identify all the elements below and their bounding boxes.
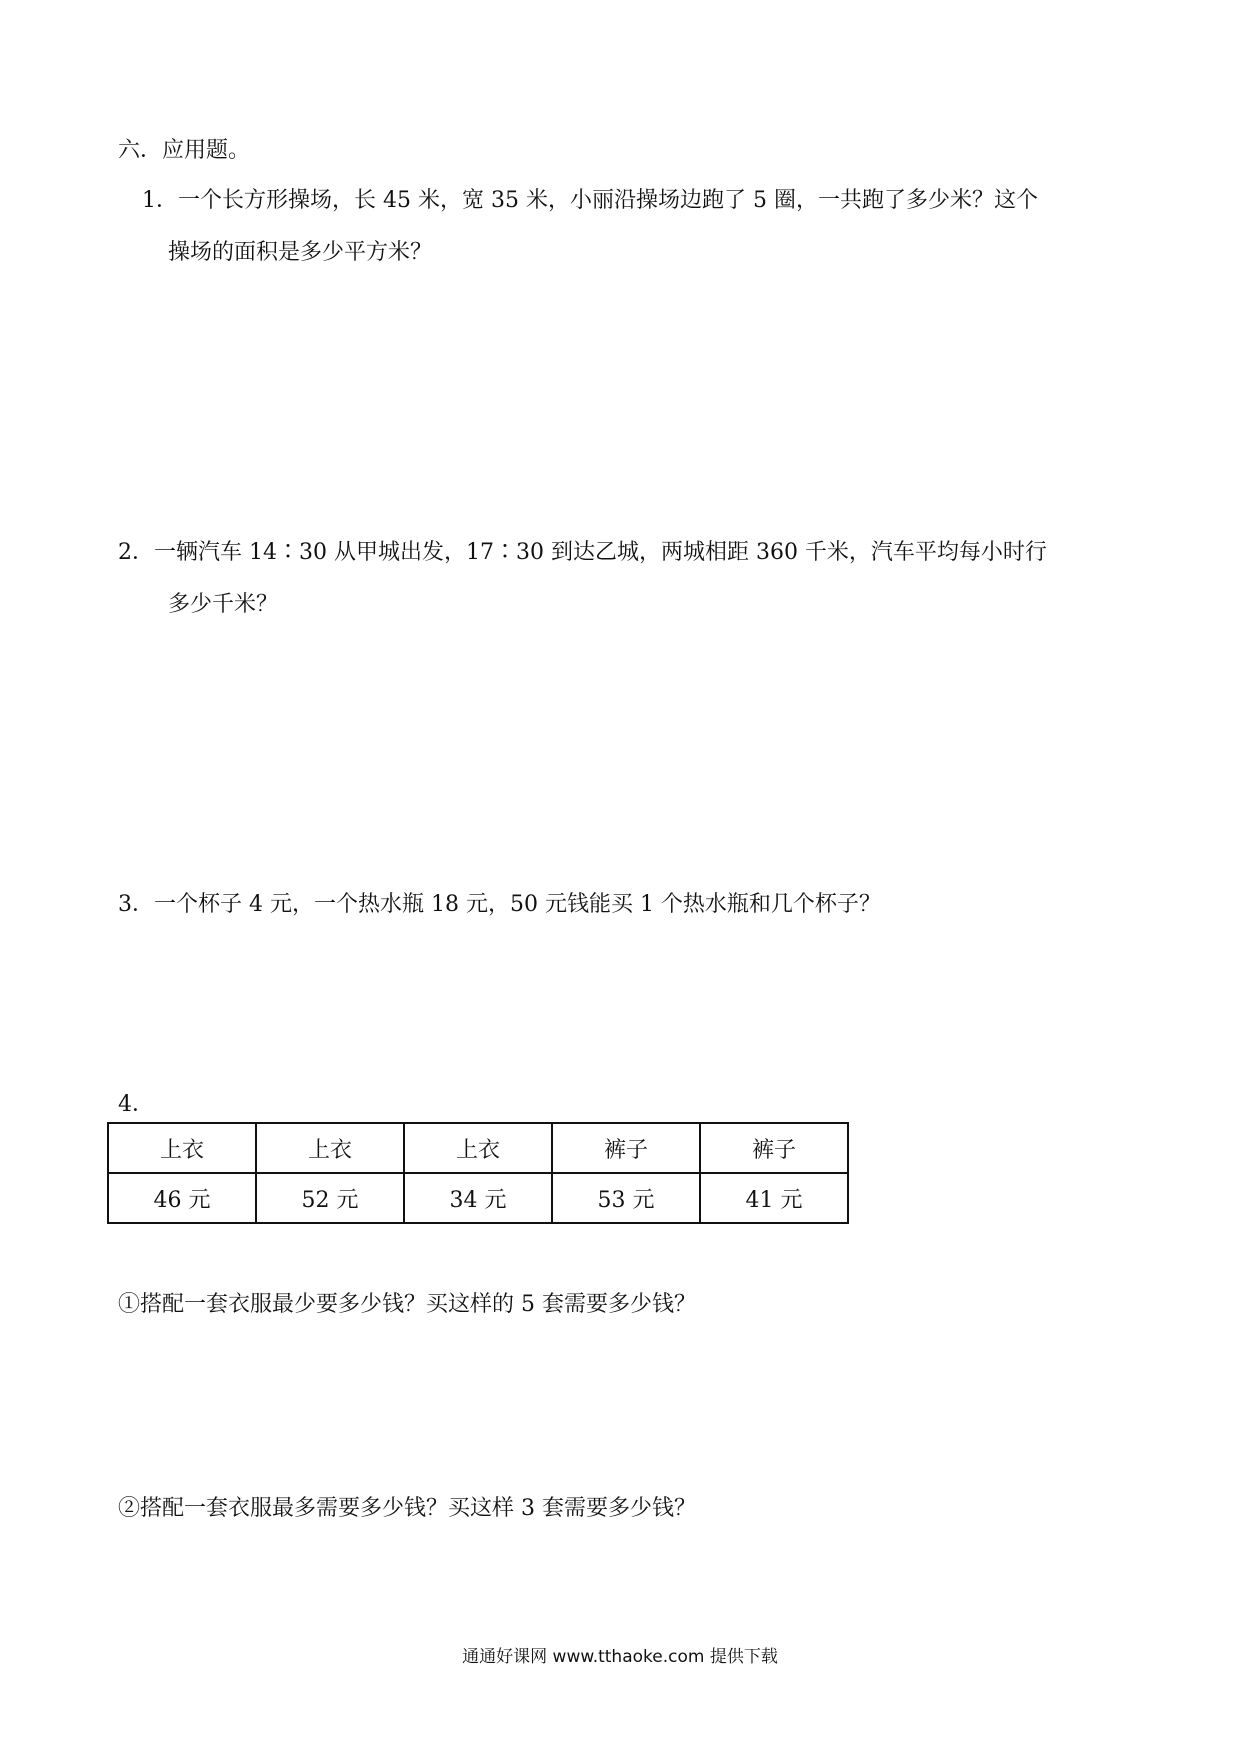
question-4-number: 4．	[118, 1092, 154, 1117]
table-cell-price: 34 元	[404, 1173, 552, 1223]
table-cell-item: 上衣	[256, 1123, 404, 1173]
question-2-line-1: 2．一辆汽车 14∶30 从甲城出发，17∶30 到达乙城，两城相距 360 千米，汽车平均每小时行	[118, 540, 1047, 565]
question-4-sub-1: ①搭配一套衣服最少要多少钱？买这样的 5 套需要多少钱？	[118, 1292, 696, 1317]
table-price-row	[108, 1173, 848, 1223]
table-cell-item: 上衣	[108, 1123, 256, 1173]
table-cell-price: 46 元	[108, 1173, 256, 1223]
table-header-row	[108, 1123, 848, 1173]
table-cell-item: 上衣	[404, 1123, 552, 1173]
question-1-line-1: 1．一个长方形操场，长 45 米，宽 35 米，小丽沿操场边跑了 5 圈，一共跑了多少米？这个	[142, 188, 1038, 213]
question-3-line-1: 3．一个杯子 4 元，一个热水瓶 18 元，50 元钱能买 1 个热水瓶和几个杯子？	[118, 892, 881, 917]
question-4-sub-2: ②搭配一套衣服最多需要多少钱？买这样 3 套需要多少钱？	[118, 1496, 696, 1521]
table-cell-price: 52 元	[256, 1173, 404, 1223]
table-cell-item: 裤子	[552, 1123, 700, 1173]
question-2-line-2: 多少千米？	[168, 592, 279, 617]
footer-source-note: 通通好课网 www.tthaoke.com 提供下载	[462, 1647, 778, 1667]
question-1-line-2: 操场的面积是多少平方米？	[168, 240, 433, 265]
clothing-price-table	[107, 1122, 849, 1224]
table-cell-price: 53 元	[552, 1173, 700, 1223]
table-cell-price: 41 元	[700, 1173, 848, 1223]
table-cell-item: 裤子	[700, 1123, 848, 1173]
section-title: 六．应用题。	[118, 138, 251, 163]
